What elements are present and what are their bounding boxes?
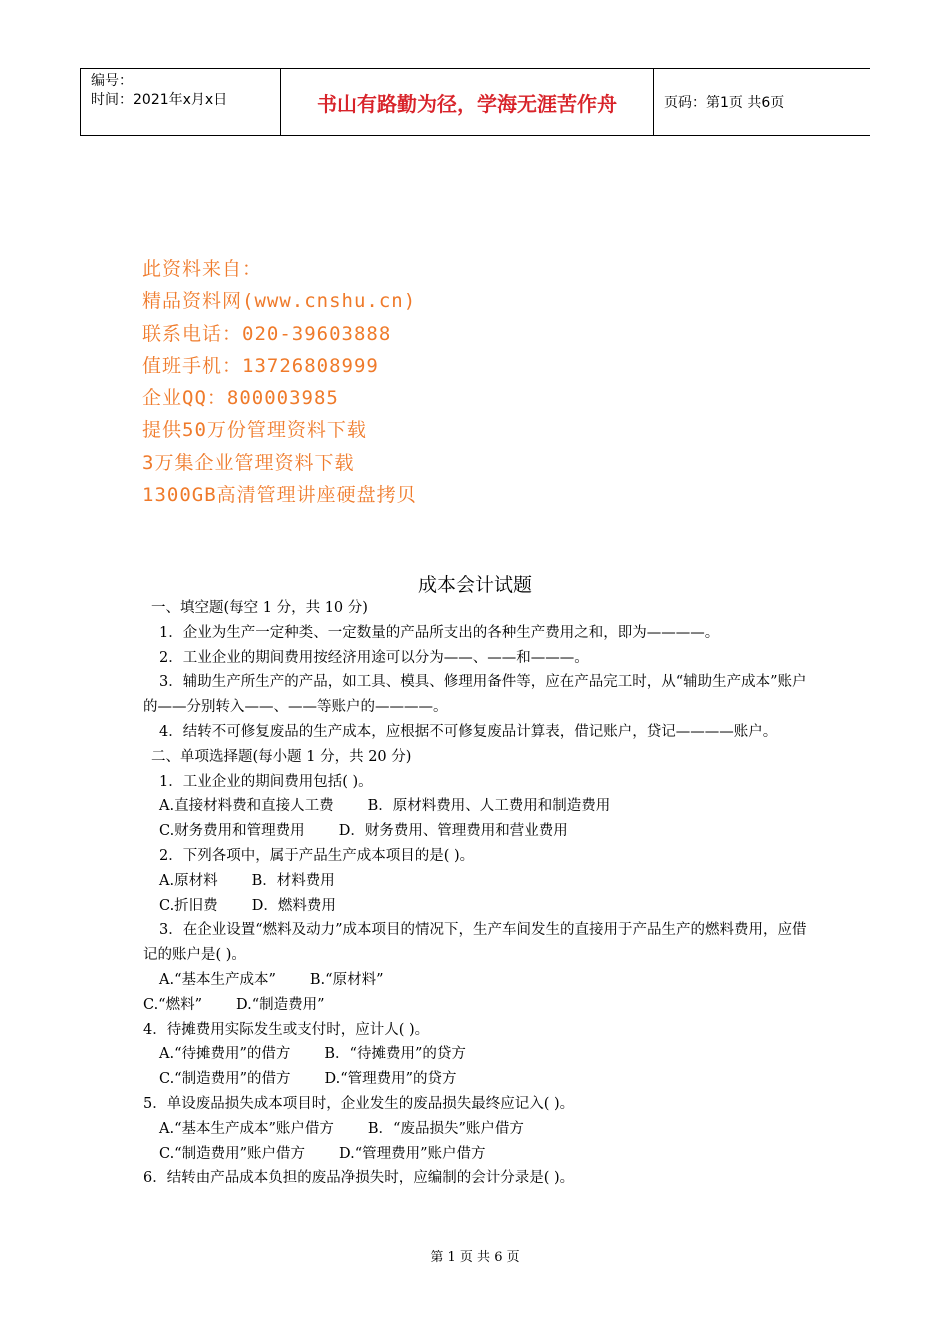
promo-line: 联系电话：020-39603888 bbox=[142, 322, 392, 345]
option-a: A.原材料 bbox=[159, 872, 218, 889]
option-c: C.“燃料” bbox=[143, 996, 203, 1013]
option-row bbox=[143, 993, 813, 1018]
option-row bbox=[143, 794, 813, 819]
option-d: D.“管理费用”的贷方 bbox=[324, 1071, 457, 1088]
question: 1．企业为生产一定种类、一定数量的产品所支出的各种生产费用之和，即为————。 bbox=[159, 624, 720, 641]
option-b: B．“废品损失”账户借方 bbox=[367, 1120, 524, 1137]
question: 3．辅助生产所生产的产品，如工具、模具、修理用备件等，应在产品完工时，从“辅助生产成本”账户的——分别转入——、——等账户的————。 bbox=[143, 674, 807, 716]
section-heading: 二、单项选择题(每小题 1 分，共 20 分) bbox=[151, 748, 412, 765]
promo-block bbox=[142, 253, 417, 511]
option-c: C.“制造费用”的借方 bbox=[159, 1071, 291, 1088]
option-c: C.“制造费用”账户借方 bbox=[159, 1145, 306, 1162]
question: 3．在企业设置“燃料及动力”成本项目的情况下，生产车间发生的直接用于产品生产的燃料费用，应借记的账户是( )。 bbox=[143, 922, 807, 964]
option-b: B．“待摊费用”的贷方 bbox=[324, 1046, 466, 1063]
option-row bbox=[143, 1142, 813, 1167]
section-heading: 一、填空题(每空 1 分，共 10 分) bbox=[151, 600, 368, 616]
page-footer: 第 1 页 共 6 页 bbox=[430, 1250, 520, 1265]
number-label: 编号： bbox=[91, 73, 133, 89]
document-header bbox=[80, 68, 870, 136]
question: 5．单设废品损失成本项目时，企业发生的废品损失最终应记入( )。 bbox=[143, 1095, 575, 1112]
document-title: 成本会计试题 bbox=[417, 574, 532, 596]
promo-line: 此资料来自： bbox=[142, 258, 263, 280]
header-page-label: 页码：第1页 共6页 bbox=[664, 95, 785, 111]
option-row bbox=[143, 968, 813, 993]
option-c: C.财务费用和管理费用 bbox=[159, 823, 305, 840]
option-a: A.直接材料费和直接人工费 bbox=[159, 798, 334, 815]
promo-line: 3万集企业管理资料下载 bbox=[142, 451, 355, 474]
option-row bbox=[143, 1067, 813, 1092]
promo-line: 企业QQ：800003985 bbox=[142, 387, 339, 410]
question: 2．工业企业的期间费用按经济用途可以分为——、——和———。 bbox=[159, 649, 589, 666]
question: 4．结转不可修复废品的生产成本，应根据不可修复废品计算表，借记账户，贷记————账户。 bbox=[159, 723, 778, 740]
option-b: B．材料费用 bbox=[251, 872, 335, 889]
question: 2．下列各项中，属于产品生产成本项目的是( )。 bbox=[159, 847, 475, 864]
option-d: D.“管理费用”账户借方 bbox=[339, 1145, 486, 1162]
time-label: 时间：2021年x月x日 bbox=[91, 92, 228, 108]
promo-line: 提供50万份管理资料下载 bbox=[142, 419, 367, 442]
question: 1．工业企业的期间费用包括( )。 bbox=[159, 773, 373, 790]
option-row bbox=[143, 1117, 813, 1142]
option-a: A.“待摊费用”的借方 bbox=[159, 1046, 291, 1063]
promo-line: 值班手机：13726808999 bbox=[142, 354, 379, 377]
option-row bbox=[143, 1042, 813, 1067]
option-a: A.“基本生产成本” bbox=[159, 971, 276, 988]
header-slogan: 书山有路勤为径，学海无涯苦作舟 bbox=[281, 69, 654, 135]
question: 6．结转由产品成本负担的废品净损失时，应编制的会计分录是( )。 bbox=[143, 1170, 575, 1187]
option-b: B．原材料费用、人工费用和制造费用 bbox=[367, 798, 611, 815]
option-d: D．燃料费用 bbox=[251, 897, 336, 914]
option-d: D．财务费用、管理费用和营业费用 bbox=[338, 823, 568, 840]
option-row bbox=[143, 894, 813, 919]
exam-content bbox=[143, 596, 813, 1191]
option-c: C.折旧费 bbox=[159, 897, 218, 914]
promo-line: 精品资料网(www.cnshu.cn) bbox=[142, 290, 417, 313]
header-meta bbox=[80, 69, 281, 135]
option-row bbox=[143, 869, 813, 894]
option-row bbox=[143, 819, 813, 844]
option-b: B.“原材料” bbox=[309, 971, 384, 988]
promo-line: 1300GB高清管理讲座硬盘拷贝 bbox=[142, 484, 417, 507]
option-a: A.“基本生产成本”账户借方 bbox=[159, 1120, 334, 1137]
option-d: D.“制造费用” bbox=[236, 996, 325, 1013]
question: 4．待摊费用实际发生或支付时，应计人( )。 bbox=[143, 1021, 430, 1038]
